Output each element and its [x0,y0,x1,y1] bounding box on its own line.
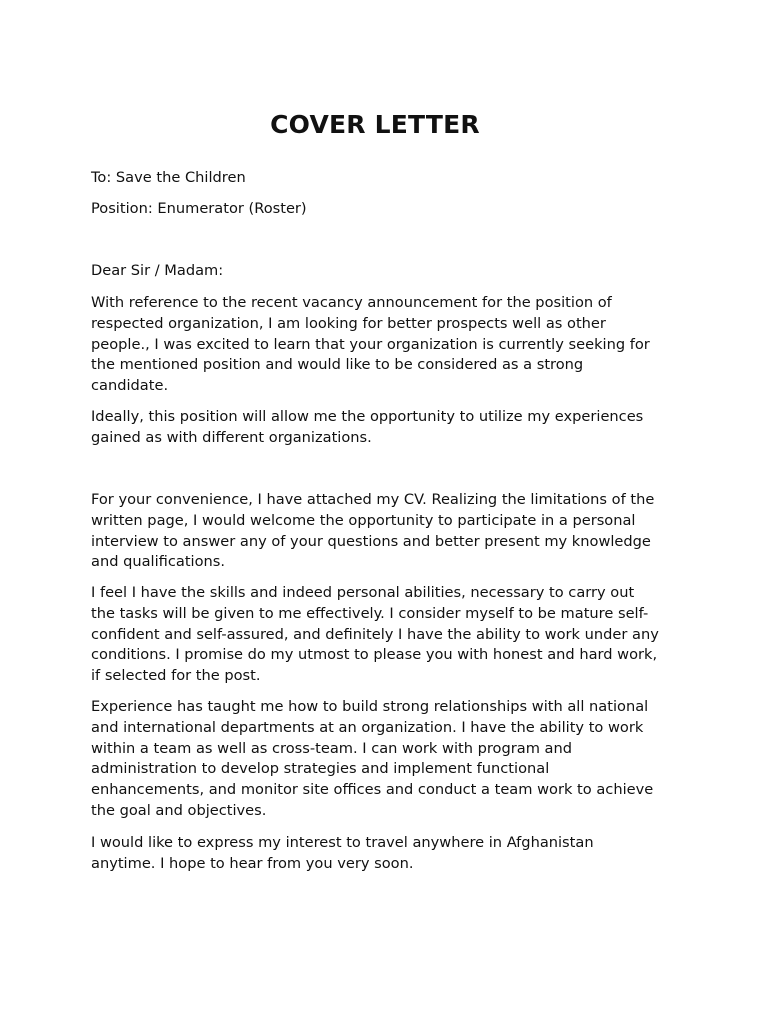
recipient-line: To: Save the Children [91,169,246,186]
paragraph [91,407,691,449]
paragraph [91,833,691,875]
paragraph-line: conditions. I promise do my utmost to please you with honest and hard work, [91,646,658,664]
paragraph-line: gained as with different organizations. [91,428,372,446]
paragraph-line: confident and self-assured, and definitely I have the ability to work under any [91,625,659,643]
paragraph-line: and qualifications. [91,553,226,571]
paragraph [91,583,691,687]
paragraph-line: I feel I have the skills and indeed personal abilities, necessary to carry out [91,584,635,601]
paragraph-line: Experience has taught me how to build strong relationships with all national [91,698,649,715]
paragraph-line: For your convenience, I have attached my CV. Realizing the limitations of the [91,491,655,508]
paragraph-line: the mentioned position and would like to be considered as a strong [91,356,584,374]
paragraph-line: and international departments at an organization. I have the ability to work [91,718,644,736]
paragraph-line: Ideally, this position will allow me the opportunity to utilize my experiences [91,408,644,425]
paragraph-line: interview to answer any of your questions and better present my knowledge [91,532,651,550]
paragraph-line: if selected for the post. [91,667,261,685]
paragraph-line: administration to develop strategies and implement functional [91,760,550,778]
page-title: COVER LETTER [270,109,480,139]
paragraph-line: candidate. [91,377,169,395]
paragraph-line: I would like to express my interest to travel anywhere in Afghanistan [91,834,594,851]
paragraph-line: enhancements, and monitor site offices and conduct a team work to achieve [91,781,654,799]
paragraph-line: people., I was excited to learn that your organization is currently seeking for [91,335,650,353]
paragraph-line: respected organization, I am looking for better prospects well as other [91,314,606,332]
paragraph-line: anytime. I hope to hear from you very soon. [91,854,414,872]
paragraph-line: written page, I would welcome the opportunity to participate in a personal [91,511,636,529]
paragraph-line: the goal and objectives. [91,801,267,819]
salutation: Dear Sir / Madam: [91,262,224,279]
position-line: Position: Enumerator (Roster) [91,200,307,217]
paragraph [91,490,691,573]
paragraph-line: within a team as well as cross-team. I can work with program and [91,739,573,757]
paragraph-line: the tasks will be given to me effectively. I consider myself to be mature self- [91,604,649,622]
paragraph [91,293,691,397]
paragraph-line: With reference to the recent vacancy announcement for the position of [91,294,612,311]
paragraph [91,697,691,822]
